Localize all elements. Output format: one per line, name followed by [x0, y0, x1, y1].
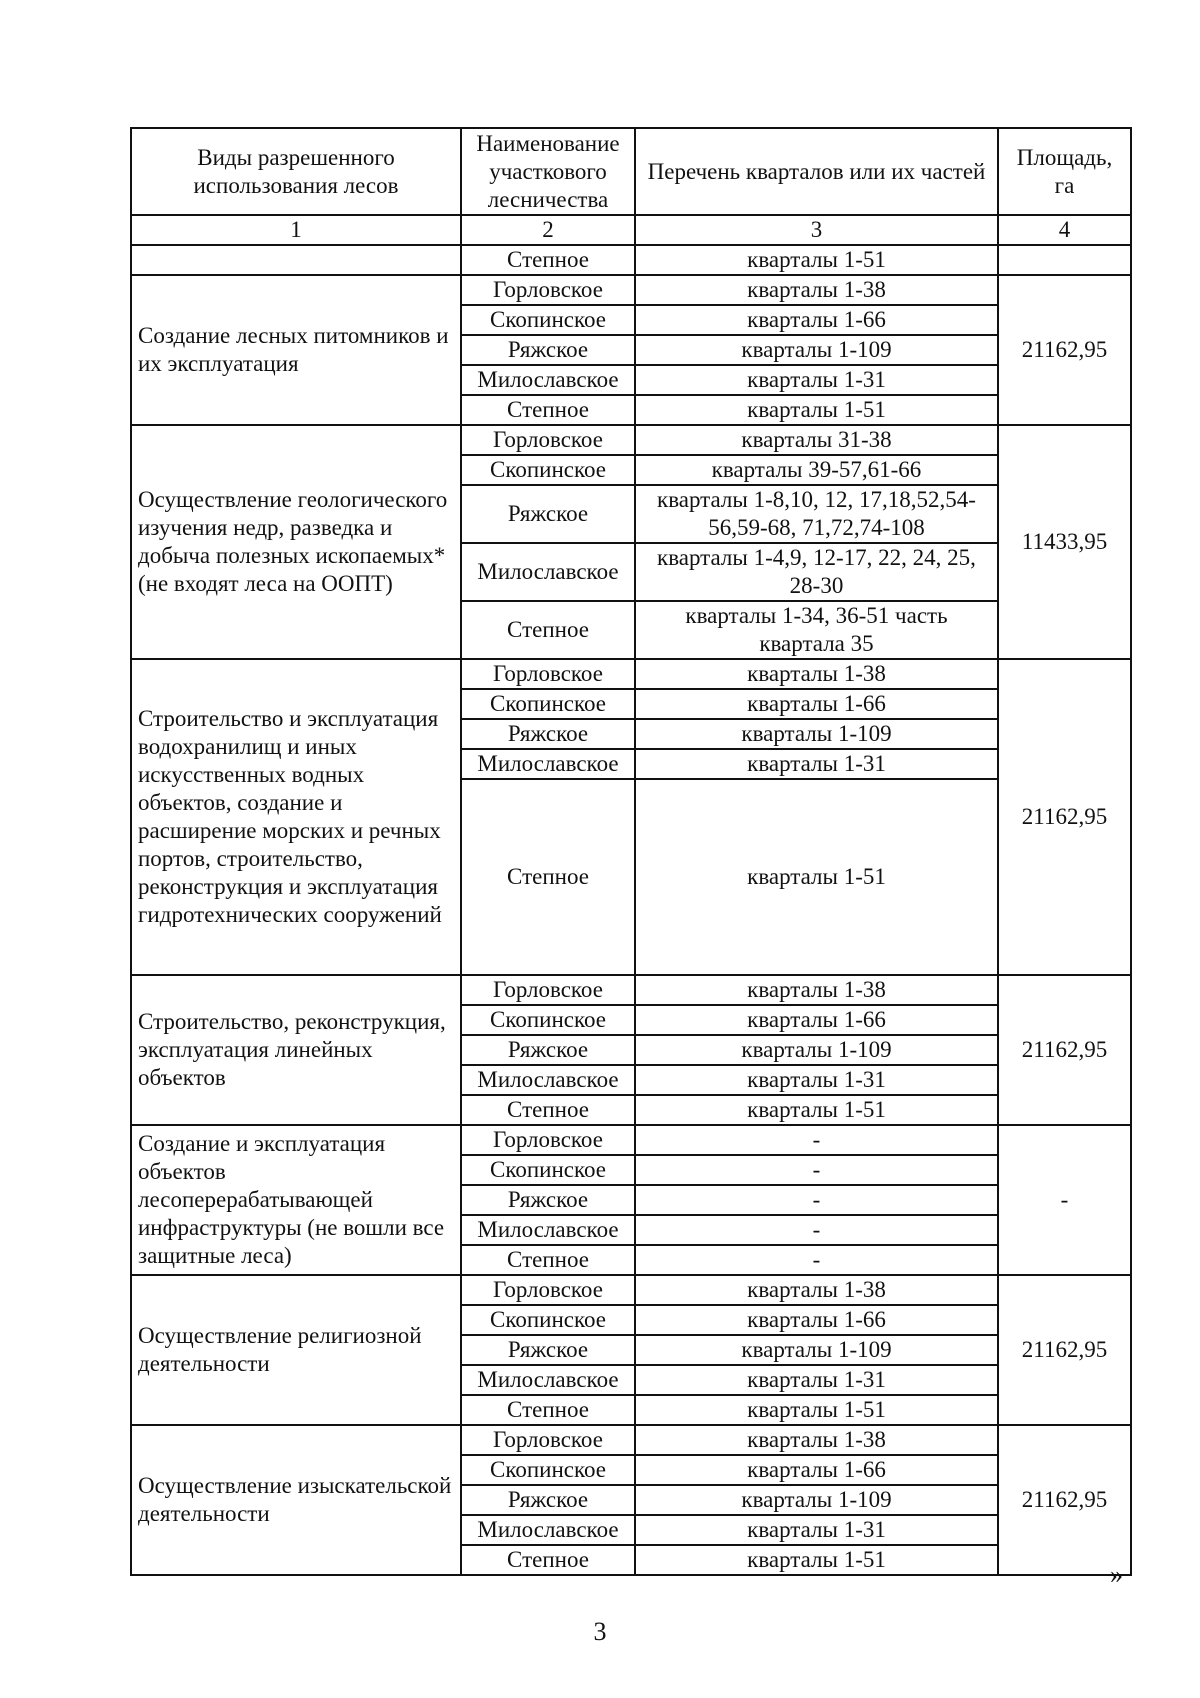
- forestry-name-cell: Ряжское: [461, 1335, 635, 1365]
- forestry-name-cell: Горловское: [461, 425, 635, 455]
- header-area: Площадь, га: [998, 128, 1131, 215]
- use-type-cell: Строительство и эксплуатация водохранилищ и иных искусственных водных объектов, создание и расширение морских и речных портов, строительство, реконструкция и эксплуатация гидротехнических сооружений: [131, 659, 461, 975]
- forestry-name-cell: Милославское: [461, 365, 635, 395]
- forestry-name-cell: Степное: [461, 395, 635, 425]
- forestry-name-cell: Степное: [461, 1545, 635, 1575]
- quarters-cell: кварталы 1-4,9, 12-17, 22, 24, 25, 28-30: [635, 543, 998, 601]
- forestry-name-cell: Ряжское: [461, 1035, 635, 1065]
- column-number: 4: [998, 215, 1131, 245]
- quarters-cell: кварталы 1-109: [635, 335, 998, 365]
- header-forestry-name: Наименование участкового лесничества: [461, 128, 635, 215]
- column-number: 2: [461, 215, 635, 245]
- quarters-cell: кварталы 1-66: [635, 1455, 998, 1485]
- column-number-row: [131, 215, 1131, 245]
- area-cell: [998, 245, 1131, 275]
- forestry-name-cell: Ряжское: [461, 1185, 635, 1215]
- header-row: [131, 128, 1131, 215]
- quarters-cell: кварталы 1-51: [635, 1095, 998, 1125]
- quarters-cell: кварталы 1-31: [635, 1365, 998, 1395]
- quarters-cell: кварталы 1-51: [635, 245, 998, 275]
- quarters-cell: кварталы 1-8,10, 12, 17,18,52,54-56,59-68, 71,72,74-108: [635, 485, 998, 543]
- forestry-name-cell: Скопинское: [461, 1455, 635, 1485]
- quarters-cell: кварталы 1-31: [635, 1515, 998, 1545]
- forestry-name-cell: Милославское: [461, 1215, 635, 1245]
- area-cell: 21162,95: [998, 275, 1131, 425]
- forestry-name-cell: Горловское: [461, 275, 635, 305]
- forestry-name-cell: Горловское: [461, 1425, 635, 1455]
- quarters-cell: кварталы 1-31: [635, 1065, 998, 1095]
- forestry-name-cell: Ряжское: [461, 335, 635, 365]
- quarters-cell: -: [635, 1245, 998, 1275]
- forestry-name-cell: Степное: [461, 245, 635, 275]
- use-type-cell: Создание лесных питомников и их эксплуатация: [131, 275, 461, 425]
- quarters-cell: кварталы 1-109: [635, 1485, 998, 1515]
- table-header: [131, 128, 1131, 245]
- quarters-cell: кварталы 1-109: [635, 1035, 998, 1065]
- area-cell: 21162,95: [998, 1425, 1131, 1575]
- forestry-name-cell: Милославское: [461, 1065, 635, 1095]
- use-type-cell: [131, 245, 461, 275]
- table-row: [131, 275, 1131, 305]
- table-row: [131, 245, 1131, 275]
- forestry-name-cell: Милославское: [461, 1515, 635, 1545]
- table-row: [131, 1425, 1131, 1455]
- forestry-name-cell: Степное: [461, 779, 635, 975]
- forestry-name-cell: Милославское: [461, 543, 635, 601]
- forestry-name-cell: Ряжское: [461, 485, 635, 543]
- use-type-cell: Осуществление геологического изучения недр, разведка и добыча полезных ископаемых* (не входят леса на ООПТ): [131, 425, 461, 659]
- table-row: [131, 659, 1131, 689]
- quarters-cell: -: [635, 1155, 998, 1185]
- forestry-name-cell: Горловское: [461, 1275, 635, 1305]
- forestry-name-cell: Милославское: [461, 1365, 635, 1395]
- forestry-name-cell: Горловское: [461, 975, 635, 1005]
- table-row: [131, 425, 1131, 455]
- quarters-cell: кварталы 1-38: [635, 975, 998, 1005]
- forestry-name-cell: Скопинское: [461, 455, 635, 485]
- quarters-cell: кварталы 1-51: [635, 1395, 998, 1425]
- quarters-cell: -: [635, 1215, 998, 1245]
- table-row: [131, 1125, 1131, 1155]
- area-cell: 21162,95: [998, 659, 1131, 975]
- forestry-name-cell: Степное: [461, 1095, 635, 1125]
- forestry-name-cell: Скопинское: [461, 1155, 635, 1185]
- quarters-cell: кварталы 1-66: [635, 305, 998, 335]
- forest-use-table: [130, 127, 1132, 1576]
- column-number: 1: [131, 215, 461, 245]
- forestry-name-cell: Скопинское: [461, 1005, 635, 1035]
- quarters-cell: кварталы 1-51: [635, 779, 998, 975]
- forestry-name-cell: Степное: [461, 1245, 635, 1275]
- area-cell: 21162,95: [998, 975, 1131, 1125]
- area-cell: 21162,95: [998, 1275, 1131, 1425]
- forestry-name-cell: Горловское: [461, 1125, 635, 1155]
- header-quarters-list: Перечень кварталов или их частей: [635, 128, 998, 215]
- quarters-cell: кварталы 1-31: [635, 749, 998, 779]
- closing-quote: »: [1110, 1560, 1123, 1589]
- use-type-cell: Строительство, реконструкция, эксплуатация линейных объектов: [131, 975, 461, 1125]
- quarters-cell: кварталы 1-31: [635, 365, 998, 395]
- quarters-cell: кварталы 1-38: [635, 1275, 998, 1305]
- quarters-cell: кварталы 1-66: [635, 689, 998, 719]
- quarters-cell: кварталы 1-34, 36-51 часть квартала 35: [635, 601, 998, 659]
- quarters-cell: кварталы 1-38: [635, 275, 998, 305]
- quarters-cell: кварталы 1-38: [635, 1425, 998, 1455]
- forestry-name-cell: Ряжское: [461, 1485, 635, 1515]
- quarters-cell: кварталы 31-38: [635, 425, 998, 455]
- quarters-cell: кварталы 1-66: [635, 1005, 998, 1035]
- quarters-cell: кварталы 1-109: [635, 719, 998, 749]
- column-number: 3: [635, 215, 998, 245]
- quarters-cell: -: [635, 1125, 998, 1155]
- quarters-cell: кварталы 1-66: [635, 1305, 998, 1335]
- quarters-cell: -: [635, 1185, 998, 1215]
- area-cell: 11433,95: [998, 425, 1131, 659]
- quarters-cell: кварталы 1-51: [635, 395, 998, 425]
- quarters-cell: кварталы 1-109: [635, 1335, 998, 1365]
- forestry-name-cell: Степное: [461, 601, 635, 659]
- page-number: 3: [593, 1617, 607, 1646]
- quarters-cell: кварталы 1-38: [635, 659, 998, 689]
- forestry-name-cell: Скопинское: [461, 305, 635, 335]
- forestry-name-cell: Скопинское: [461, 1305, 635, 1335]
- forestry-name-cell: Скопинское: [461, 689, 635, 719]
- forestry-name-cell: Степное: [461, 1395, 635, 1425]
- use-type-cell: Создание и эксплуатация объектов лесоперерабатывающей инфраструктуры (не вошли все защитные леса): [131, 1125, 461, 1275]
- header-use-type: Виды разрешенного использования лесов: [131, 128, 461, 215]
- table-row: [131, 975, 1131, 1005]
- quarters-cell: кварталы 1-51: [635, 1545, 998, 1575]
- area-cell: -: [998, 1125, 1131, 1275]
- table-body: [131, 245, 1131, 1575]
- forestry-name-cell: Ряжское: [461, 719, 635, 749]
- forestry-name-cell: Милославское: [461, 749, 635, 779]
- use-type-cell: Осуществление религиозной деятельности: [131, 1275, 461, 1425]
- quarters-cell: кварталы 39-57,61-66: [635, 455, 998, 485]
- table-row: [131, 1275, 1131, 1305]
- forestry-name-cell: Горловское: [461, 659, 635, 689]
- use-type-cell: Осуществление изыскательской деятельности: [131, 1425, 461, 1575]
